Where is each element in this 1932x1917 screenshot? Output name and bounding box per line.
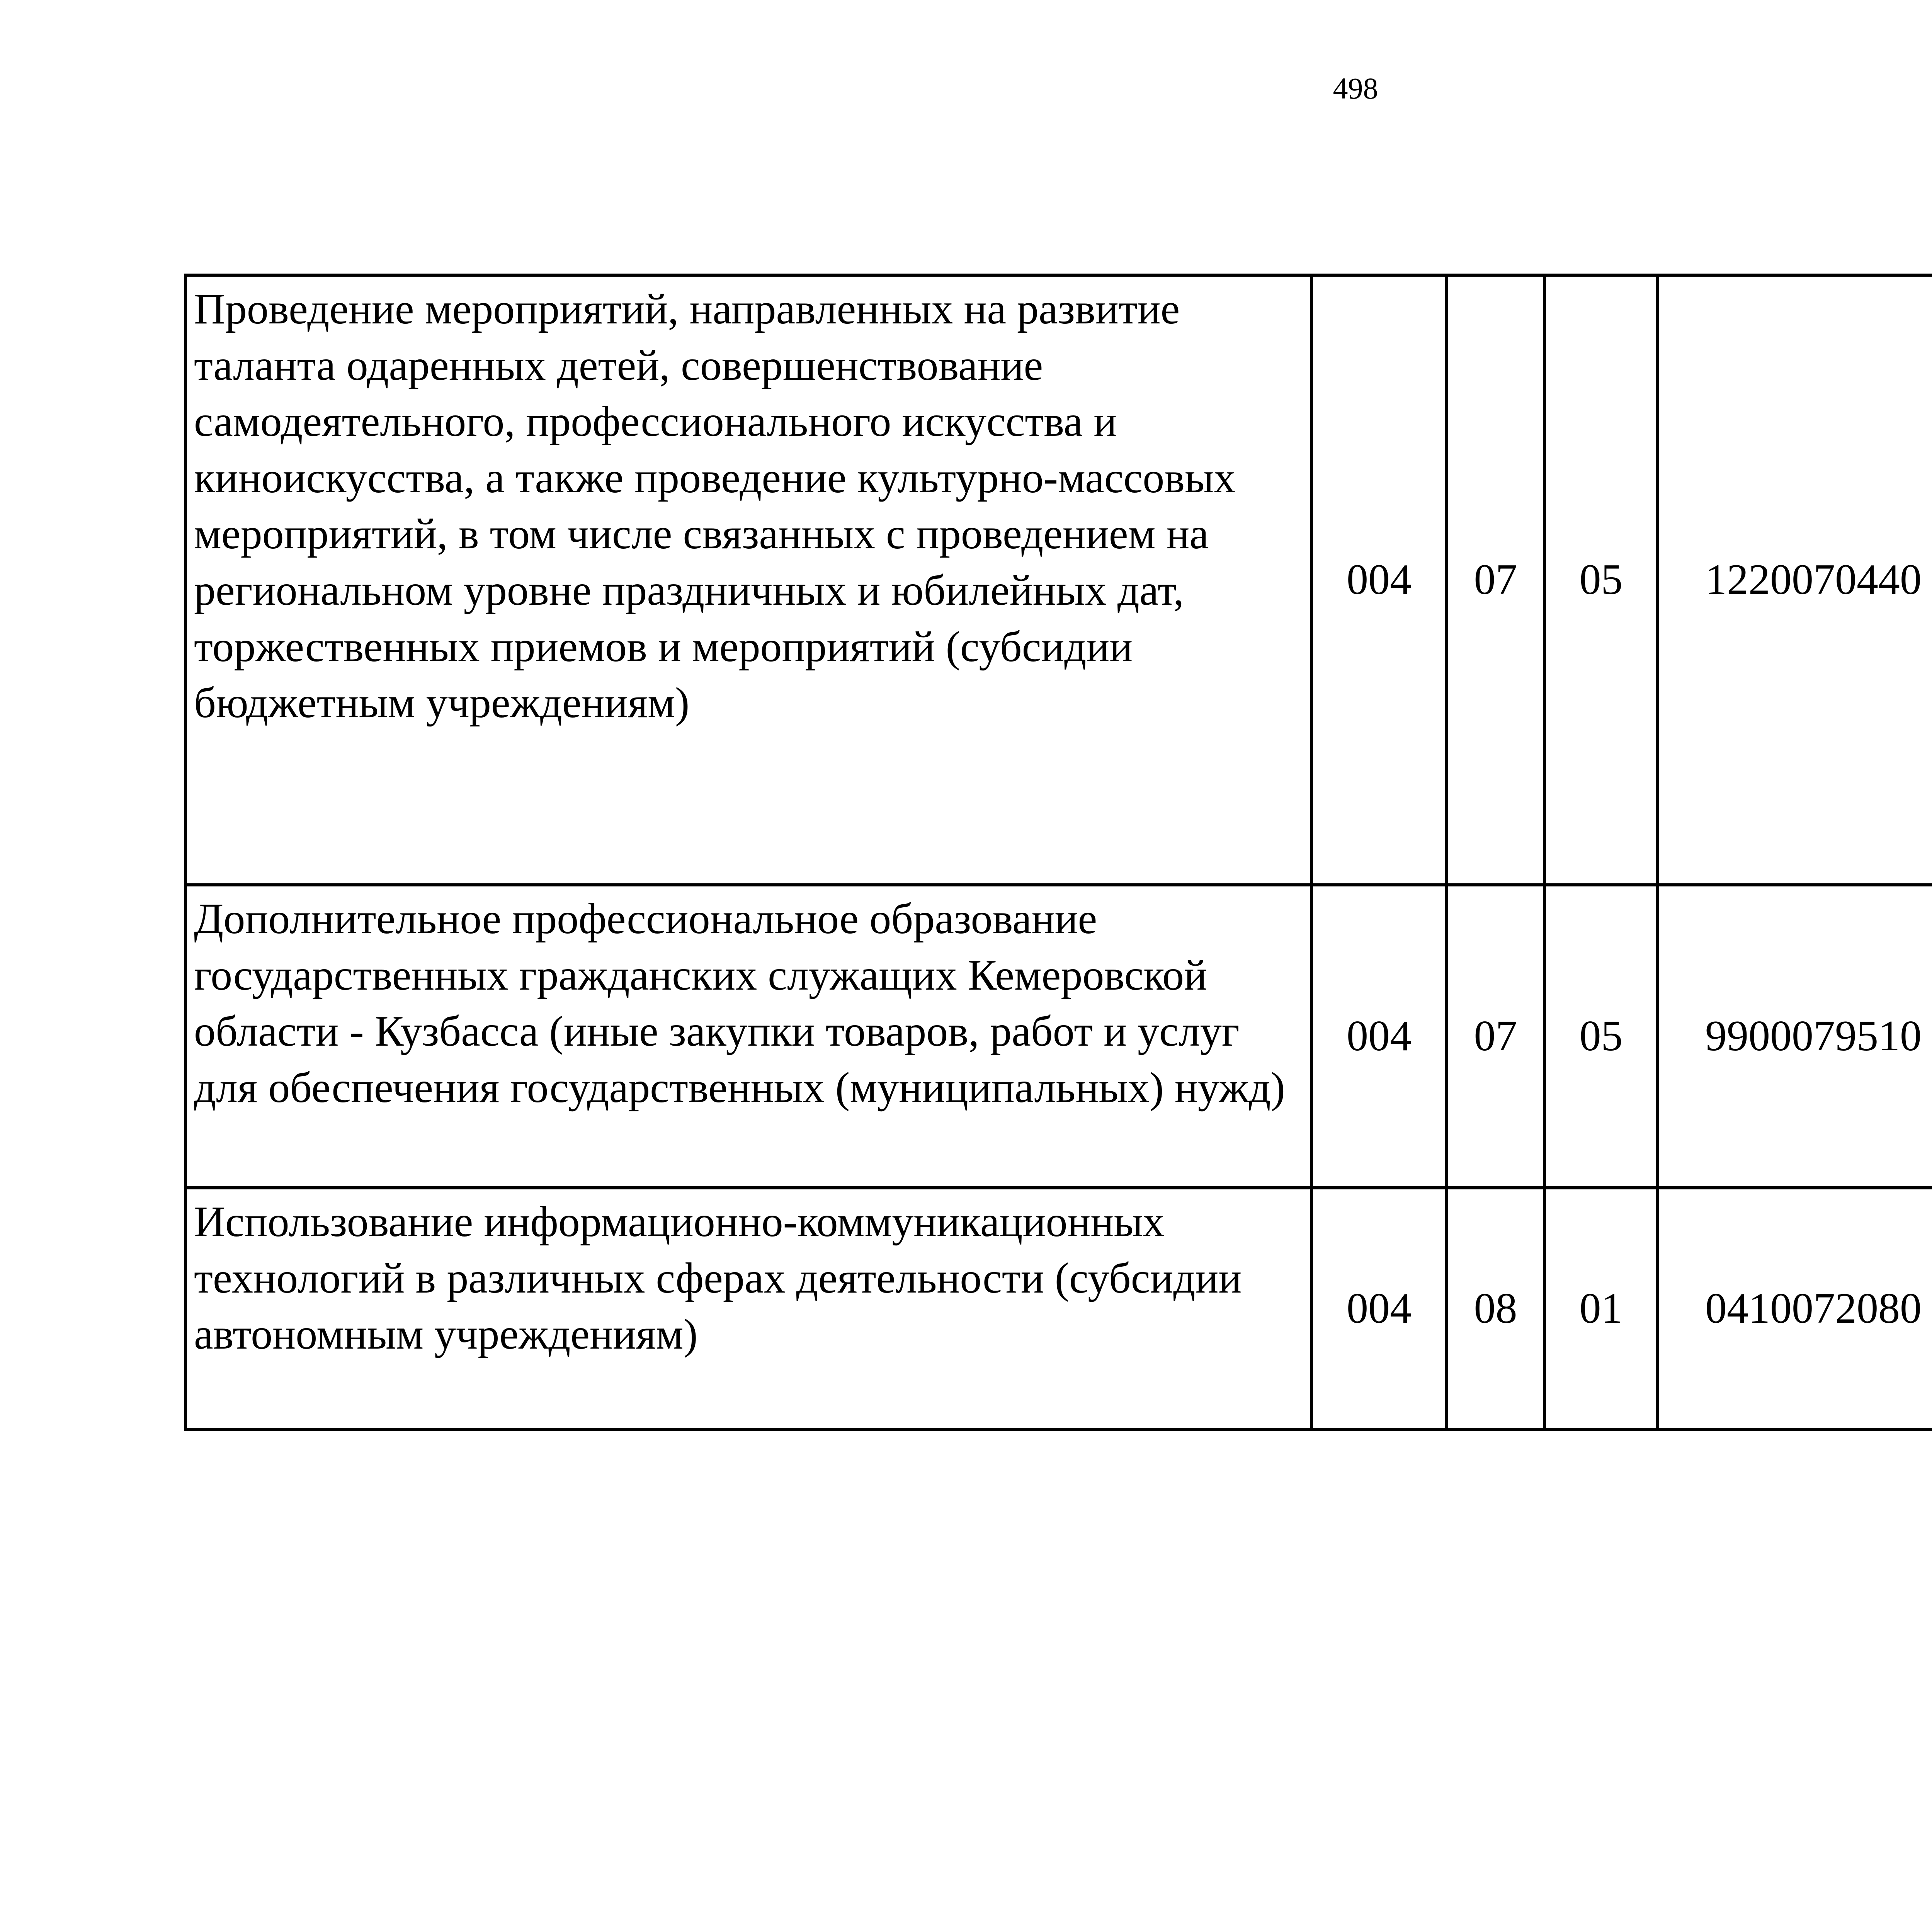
row-description: Использование информационно-коммуникационных технологий в различных сферах деятельности (субсидии автономным учреждениям) — [185, 1188, 1311, 1430]
row-description: Проведение мероприятий, направленных на развитие таланта одаренных детей, совершенствование самодеятельного, профессионального искусства и киноискусства, а также проведение культурно-массовых мероприятий, в том числе связанных с проведением на региональном уровне праздничных и юбилейных дат, торжественных приемов и мероприятий (субсидии бюджетным учреждениям) — [185, 275, 1311, 885]
ministry-code: 004 — [1311, 885, 1447, 1188]
ministry-code: 004 — [1311, 1188, 1447, 1430]
page-number: 498 — [1333, 71, 1378, 105]
section-code: 08 — [1447, 1188, 1544, 1430]
row-description: Дополнительное профессиональное образование государственных гражданских служащих Кемеровской области - Кузбасса (иные закупки товаров, работ и услуг для обеспечения государственных (муниципальных) нужд) — [185, 885, 1311, 1188]
section-code: 07 — [1447, 275, 1544, 885]
table-row — [185, 885, 1932, 1188]
ministry-code: 004 — [1311, 275, 1447, 885]
table-row — [185, 275, 1932, 885]
target-article-code: 1220070440 — [1658, 275, 1932, 885]
subsection-code: 05 — [1544, 885, 1658, 1188]
table-row — [185, 1188, 1932, 1430]
subsection-code: 01 — [1544, 1188, 1658, 1430]
target-article-code: 9900079510 — [1658, 885, 1932, 1188]
target-article-code: 0410072080 — [1658, 1188, 1932, 1430]
subsection-code: 05 — [1544, 275, 1658, 885]
section-code: 07 — [1447, 885, 1544, 1188]
budget-table — [184, 274, 1932, 1431]
